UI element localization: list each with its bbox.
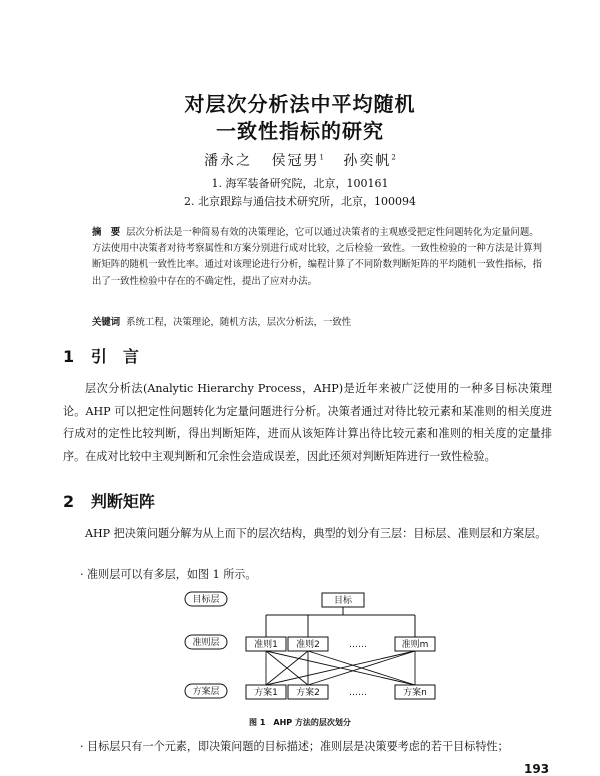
section-2-title: 判断矩阵 bbox=[90, 492, 155, 511]
criteria-2-text: 准则2 bbox=[296, 640, 320, 650]
criteria-1-text: 准则1 bbox=[254, 640, 278, 650]
abstract-label: 摘 要 bbox=[92, 227, 121, 238]
section-2-bullet-2: · 目标层只有一个元素，即决策问题的目标描述；准则层是决策要考虑的若干目标特性； bbox=[80, 740, 509, 753]
author-3-affil: 2 bbox=[391, 153, 396, 162]
affiliation-2: 2. 北京跟踪与通信技术研究所，北京，100094 bbox=[184, 195, 416, 208]
criteria-ellipsis: …… bbox=[349, 640, 367, 650]
alternative-n-text: 方案n bbox=[403, 688, 427, 698]
section-1-paragraph: 层次分析法(Analytic Hierarchy Process，AHP)是近年来被广泛使用的一种多目标决策理论。AHP 可以把定性问题转化为定量问题进行分析。决策者通过对待比较元素和某准则的相关度进行成对的定性比较判断，得出判断矩阵，进而从该矩阵计算出待比较元素和准则的相关度的定量排序。在成对比较中主观判断和冗余性会造成误差，因此还须对判断矩阵进行一致性检验。 bbox=[63, 382, 552, 463]
keywords-label: 关键词 bbox=[92, 317, 121, 328]
page-number: 193 bbox=[524, 762, 550, 776]
alternative-1-text: 方案1 bbox=[254, 688, 278, 698]
ahp-hierarchy-figure bbox=[180, 588, 440, 706]
goal-text: 目标 bbox=[333, 596, 353, 606]
author-2-affil: 1 bbox=[319, 153, 324, 162]
alternative-2-text: 方案2 bbox=[296, 688, 320, 698]
section-2-heading bbox=[63, 489, 155, 512]
section-2-number: 2 bbox=[63, 492, 75, 511]
criteria-m-text: 准则m bbox=[401, 640, 429, 650]
keywords-text: 系统工程，决策理论，随机方法，层次分析法，一致性 bbox=[126, 317, 352, 328]
paper-title-line2: 一致性指标的研究 bbox=[216, 119, 384, 143]
author-1: 潘永之 bbox=[204, 153, 253, 169]
section-2-bullet-1: · 准则层可以有多层，如图 1 所示。 bbox=[80, 568, 257, 581]
section-1-number: 1 bbox=[63, 347, 75, 366]
abstract-text: 层次分析法是一种简易有效的决策理论，它可以通过决策者的主观感受把定性问题转化为定量问题。方法使用中决策者对待考察属性和方案分别进行成对比较，之后检验一致性。一致性检验的一种方法是计算判断矩阵的随机一致性比率。通过对该理论进行分析，编程计算了不同阶数判断矩阵的平均随机一致性指标，指出了一致性检验中存在的不确定性，提出了应对办法。 bbox=[92, 227, 543, 287]
author-2: 侯冠男 bbox=[271, 153, 320, 169]
keywords bbox=[92, 315, 546, 331]
author-3: 孙奕帆 bbox=[343, 153, 392, 169]
alternatives-layer-label: 方案层 bbox=[192, 687, 220, 697]
figure-1-caption: 图 1 AHP 方法的层次划分 bbox=[249, 718, 351, 727]
alternatives-ellipsis: …… bbox=[349, 688, 367, 698]
criteria-layer-label: 准则层 bbox=[192, 638, 220, 648]
author-line bbox=[0, 150, 600, 170]
abstract bbox=[92, 225, 546, 290]
section-1-title: 引 言 bbox=[90, 347, 139, 366]
goal-layer-label: 目标层 bbox=[192, 595, 220, 605]
cross-links bbox=[266, 651, 415, 685]
affiliation-1: 1. 海军装备研究院，北京，100161 bbox=[211, 177, 389, 190]
section-1-heading bbox=[63, 344, 139, 367]
paper-title-line1: 对层次分析法中平均随机 bbox=[184, 92, 416, 116]
section-2-paragraph: AHP 把决策问题分解为从上而下的层次结构，典型的划分有三层：目标层、准则层和方案层。 bbox=[85, 527, 547, 540]
